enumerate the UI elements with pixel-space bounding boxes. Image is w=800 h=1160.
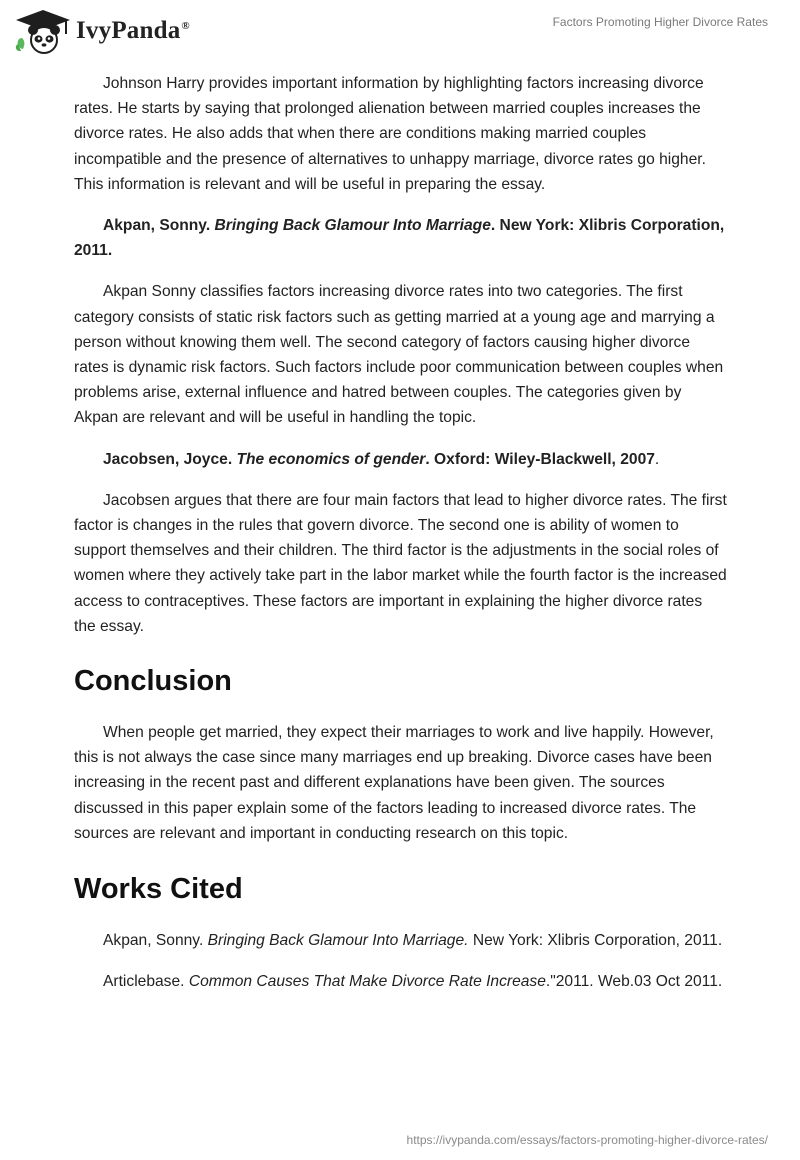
heading-works-cited: Works Cited <box>74 873 243 906</box>
works-cited-entry-articlebase: Articlebase. Common Causes That Make Divorce Rate Increase."2011. Web.03 Oct 2011. <box>103 973 723 991</box>
paragraph-conclusion: When people get married, they expect their marriages to work and live happily. However, this is not always the case since many marriages end up breaking. Divorce cases have been increasing in the recent past and different explanations have been given. The sources discussed in this paper explain some of the factors leading to increased divorce rates. The sources are relevant and important in conducting research on this topic. <box>74 724 714 842</box>
paragraph-johnson-harry: Johnson Harry provides important information by highlighting factors increasing divorce rates. He starts by saying that prolonged alienation between married couples increases the divorce rates. He also adds that when there are conditions making married couples incompatible and the presence of alternatives to unhappy marriage, divorce rates go higher. This information is relevant and will be useful in preparing the essay. <box>74 75 706 193</box>
page-header <box>0 0 800 60</box>
registered-mark: ® <box>181 19 190 32</box>
source-citation-akpan: Akpan, Sonny. Bringing Back Glamour Into Marriage. New York: Xlibris Corporation, 2011. <box>74 217 725 260</box>
source-citation-jacobsen: Jacobsen, Joyce. The economics of gender. Oxford: Wiley-Blackwell, 2007. <box>103 450 660 468</box>
panda-graduate-icon <box>14 8 72 54</box>
essay-content <box>74 71 728 994</box>
heading-conclusion: Conclusion <box>74 665 232 698</box>
ivypanda-logo[interactable] <box>14 8 190 54</box>
brand-name: IvyPanda® <box>76 17 190 44</box>
paragraph-jacobsen: Jacobsen argues that there are four main factors that lead to higher divorce rates. The first factor is changes in the rules that govern divorce. The second one is ability of women to support themselves and their children. The third factor is the adjustments in the social roles of women where they actively take part in the labor market while the fourth factor is the increased access to contraceptives. These factors are important in explaining the higher divorce rates the essay. <box>74 491 727 635</box>
works-cited-entry-akpan: Akpan, Sonny. Bringing Back Glamour Into Marriage. New York: Xlibris Corporation, 2011. <box>103 932 723 950</box>
paragraph-akpan: Akpan Sonny classifies factors increasing divorce rates into two categories. The first category consists of static risk factors such as getting married at a young age and marrying a person without knowing them well. The second category of factors causing higher divorce rates is dynamic risk factors. Such factors include poor communication between couples when problems arise, external influence and hatred between couples. The categories given by Akpan are relevant and will be useful in handling the topic. <box>74 283 724 427</box>
source-url[interactable]: https://ivypanda.com/essays/factors-promoting-higher-divorce-rates/ <box>406 1133 768 1147</box>
document-title: Factors Promoting Higher Divorce Rates <box>552 15 768 29</box>
